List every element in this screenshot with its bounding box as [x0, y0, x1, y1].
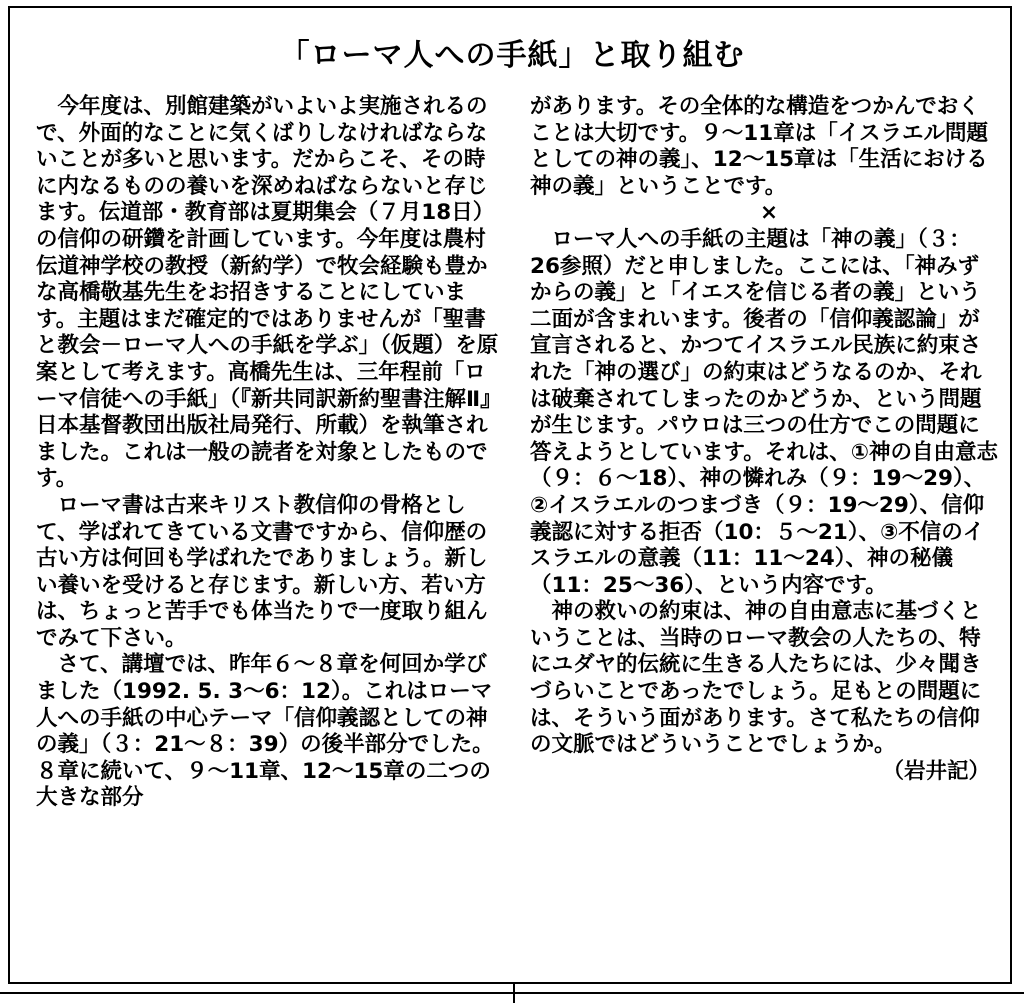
- right-column: [530, 94, 998, 785]
- paragraph: があります。その全体的な構造をつかんでおくことは大切です。９～11章は「イスラエル問題としての神の義」、12～15章は「生活における神の義」ということです。: [530, 94, 988, 199]
- paragraph: 今年度は、別館建築がいよいよ実施されるので、外面的なことに気くばりしなければならないことが多いと思います。だからこそ、その時に内なるものの養いを深めねばならないと存じます。伝道部・教育部は夏期集会（７月18日）の信仰の研鑽を計画しています。今年度は農村伝道神学校の教授（新約学）で牧会経験も豊かな高橋敬基先生をお招きすることにしています。主題はまだ確定的ではありませんが「聖書と教会－ローマ人への手紙を学ぶ」（仮題）を原案として考えます。高橋先生は、三年程前「ローマ信徒への手紙」（『新共同訳新約聖書注解Ⅱ』日本基督教団出版社局発行、所載）を執筆されました。これは一般の読者を対象としたものです。: [36, 94, 502, 492]
- paragraph: ローマ人への手紙の主題は「神の義」（３：26参照）だと申しました。ここには、「神みずからの義」と「イエスを信じる者の義」という二面が含まれいます。後者の「信仰義認論」が宣言されると、かつてイスラエル民族に約束された「神の選び」の約束はどうなるのか、それは破棄されてしまったのかどうか、という問題が生じます。パウロは三つの仕方でこの問題に答えようとしています。それは、①神の自由意志（９：６～18）、神の憐れみ（９：19～29）、②イスラエルのつまづき（９：19～29）、信仰義認に対する拒否（10：５～21）、③不信のイスラエルの意義（11：11～24）、神の秘儀（11：25～36）、という内容です。: [530, 226, 998, 598]
- paragraph: ローマ書は古来キリスト教信仰の骨格として、学ばれてきている文書ですから、信仰歴の古い方は何回も学ばれたでありましょう。新しい養いを受けると存じます。新しい方、若い方は、ちょっと苦手でも体当たりで一度取り組んでみて下さい。: [36, 492, 488, 651]
- left-column: [36, 94, 504, 812]
- author-signature: （岩井記）: [882, 758, 990, 784]
- paragraph: さて、講壇では、昨年６～８章を何回か学びました（1992. 5. 3～6：12）。これはローマ人への手紙の中心テーマ「信仰義認としての神の義」（３：21～８：39）の後半部分でした。８章に続いて、９～11章、12～15章の二つの大きな部分: [36, 652, 494, 811]
- bottom-rule: [0, 992, 1024, 994]
- column-divider-tick: [513, 984, 515, 1003]
- paragraph: 神の救いの約束は、神の自由意志に基づくということは、当時のローマ教会の人たちの、特にユダヤ的伝統に生きる人たちには、少々聞きづらいことであったでしょう。足もとの問題には、そういう面があります。さて私たちの信仰の文脈ではどういうことでしょうか。: [530, 599, 982, 758]
- article-title: 「ローマ人への手紙」と取り組む: [279, 38, 745, 73]
- section-separator: ×: [759, 200, 778, 226]
